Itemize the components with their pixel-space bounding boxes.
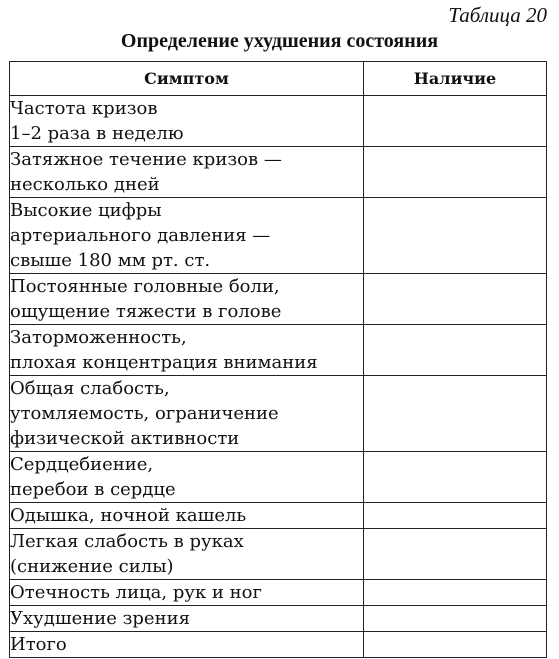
presence-cell[interactable]	[364, 580, 547, 606]
table-row	[10, 529, 547, 580]
symptom-table	[9, 61, 547, 658]
table-row	[10, 274, 547, 325]
presence-cell[interactable]	[364, 503, 547, 529]
symptom-cell: Легкая слабость в руках (снижение силы)	[10, 529, 364, 580]
table-row	[10, 96, 547, 147]
table-header-row	[10, 62, 547, 96]
table-row	[10, 606, 547, 632]
symptom-cell: Частота кризов 1–2 раза в неделю	[10, 96, 364, 147]
presence-cell[interactable]	[364, 452, 547, 503]
table-title: Определение ухудшения состояния	[120, 30, 439, 52]
table-row	[10, 580, 547, 606]
table-row	[10, 452, 547, 503]
presence-cell[interactable]	[364, 147, 547, 198]
table-row	[10, 503, 547, 529]
presence-cell[interactable]	[364, 274, 547, 325]
column-header-presence: Наличие	[364, 62, 547, 96]
symptom-cell: Постоянные головные боли, ощущение тяжести в голове	[10, 274, 364, 325]
symptom-cell: Затяжное течение кризов — несколько дней	[10, 147, 364, 198]
total-presence-cell[interactable]	[364, 632, 547, 658]
symptom-cell: Сердцебиение, перебои в сердце	[10, 452, 364, 503]
table-row	[10, 198, 547, 274]
symptom-cell: Отечность лица, рук и ног	[10, 580, 364, 606]
table-row	[10, 376, 547, 452]
presence-cell[interactable]	[364, 325, 547, 376]
table-row	[10, 147, 547, 198]
column-header-symptom: Симптом	[10, 62, 364, 96]
presence-cell[interactable]	[364, 376, 547, 452]
presence-cell[interactable]	[364, 96, 547, 147]
symptom-cell: Заторможенность, плохая концентрация внимания	[10, 325, 364, 376]
symptom-cell: Высокие цифры артериального давления — свыше 180 мм рт. ст.	[10, 198, 364, 274]
total-label-cell: Итого	[10, 632, 364, 658]
table-number: Таблица 20	[448, 3, 547, 27]
symptom-cell: Общая слабость, утомляемость, ограничение физической активности	[10, 376, 364, 452]
symptom-cell: Ухудшение зрения	[10, 606, 364, 632]
presence-cell[interactable]	[364, 529, 547, 580]
presence-cell[interactable]	[364, 198, 547, 274]
presence-cell[interactable]	[364, 606, 547, 632]
table-row	[10, 325, 547, 376]
symptom-cell: Одышка, ночной кашель	[10, 503, 364, 529]
table-row-total	[10, 632, 547, 658]
